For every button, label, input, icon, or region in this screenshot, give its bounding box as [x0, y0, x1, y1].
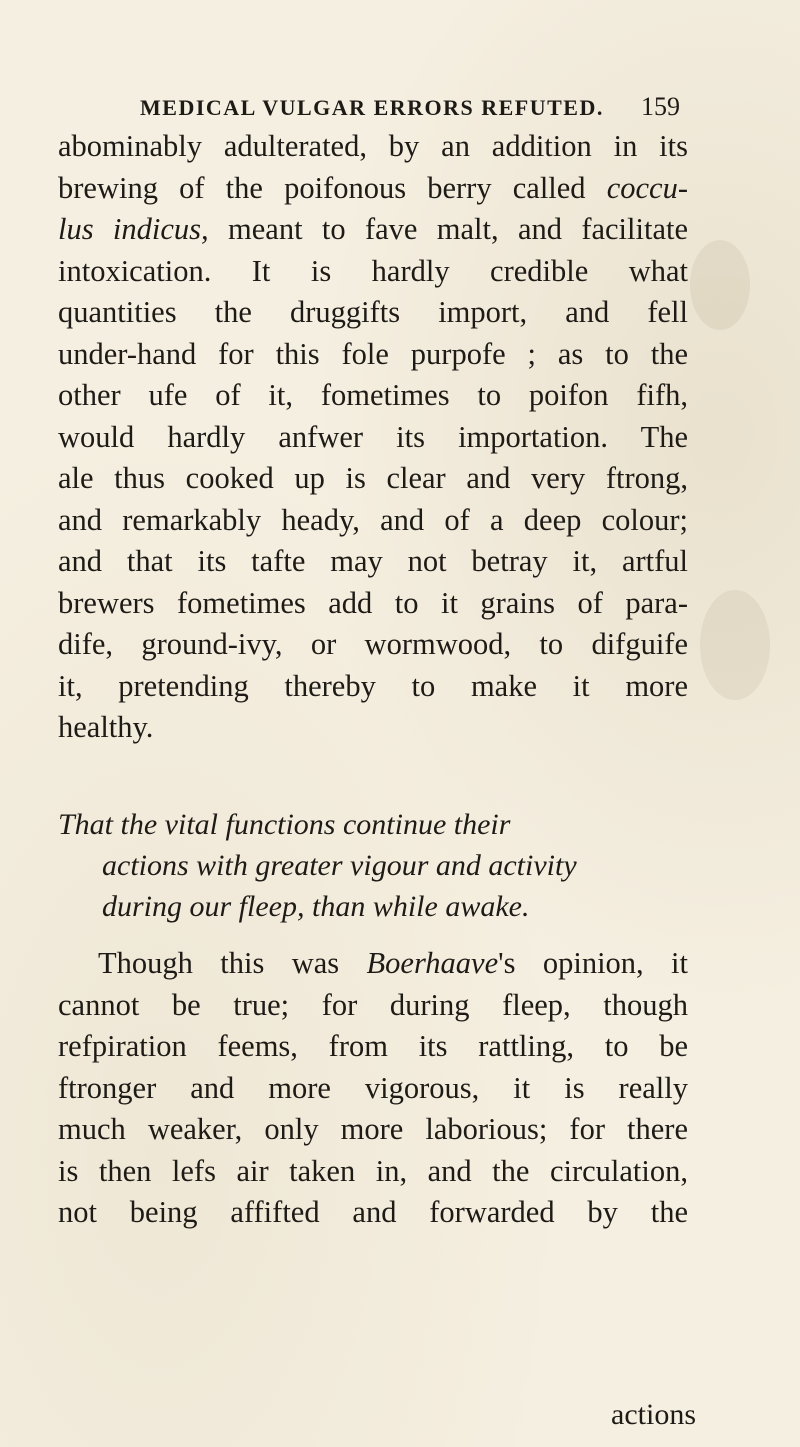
text-line: abominably adulterated, by an addition in its — [58, 129, 688, 163]
text-line: is then lefs air taken in, and the circulation, — [58, 1153, 688, 1188]
text-line: intoxication. It is hardly credible what — [58, 253, 688, 288]
text-line: not being affifted and forwarded by the — [58, 1195, 688, 1229]
text-line: it, pretending thereby to make it more — [58, 668, 688, 703]
text-line: ftronger and more vigorous, it is really — [58, 1070, 688, 1105]
italic-term: coccu- — [606, 170, 688, 205]
text-line: would hardly anfwer its importation. The — [58, 419, 688, 454]
text-line: under-hand for this fole purpofe ; as to the — [58, 336, 688, 371]
text-line: healthy. — [58, 710, 154, 744]
paragraph-1 — [58, 126, 688, 749]
paper-stain — [690, 240, 750, 330]
text-segment: Though this was — [98, 946, 340, 980]
text-line: and remarkably heady, and of a deep colour; — [58, 502, 688, 537]
heading-line: That the vital functions continue their — [58, 808, 511, 841]
page-header — [140, 92, 680, 122]
running-head: MEDICAL VULGAR ERRORS REFUTED. — [140, 95, 604, 120]
paragraph-2 — [58, 943, 688, 1234]
text-line — [58, 209, 688, 251]
text-segment: brewing of the poifonous berry called — [58, 170, 586, 205]
text-segment: meant to fave malt, and facilitate — [228, 212, 688, 246]
catchword: actions — [611, 1398, 696, 1431]
text-line: refpiration feems, from its rattling, to be — [58, 1029, 688, 1063]
text-segment: 's opinion, it — [498, 946, 689, 980]
text-line — [58, 168, 688, 210]
text-line: much weaker, only more laborious; for there — [58, 1112, 688, 1146]
heading-line: actions with greater vigour and activity — [102, 849, 577, 882]
text-line: brewers fometimes add to it grains of para- — [58, 585, 688, 620]
italic-term: lus indicus, — [58, 212, 209, 246]
paper-stain — [700, 590, 770, 700]
heading-line: during our fleep, than while awake. — [102, 890, 530, 923]
section-heading — [58, 804, 688, 927]
text-line: quantities the druggifts import, and fell — [58, 295, 688, 329]
text-line: dife, ground-ivy, or wormwood, to difguife — [58, 627, 688, 661]
text-line: and that its tafte may not betray it, artful — [58, 544, 688, 578]
text-line — [58, 943, 688, 985]
page-number: 159 — [641, 92, 680, 121]
text-line: ale thus cooked up is clear and very ftrong, — [58, 461, 688, 495]
text-line: other ufe of it, fometimes to poifon fifh, — [58, 378, 688, 412]
text-line: cannot be true; for during fleep, though — [58, 987, 688, 1022]
author-name: Boerhaave — [366, 946, 499, 980]
